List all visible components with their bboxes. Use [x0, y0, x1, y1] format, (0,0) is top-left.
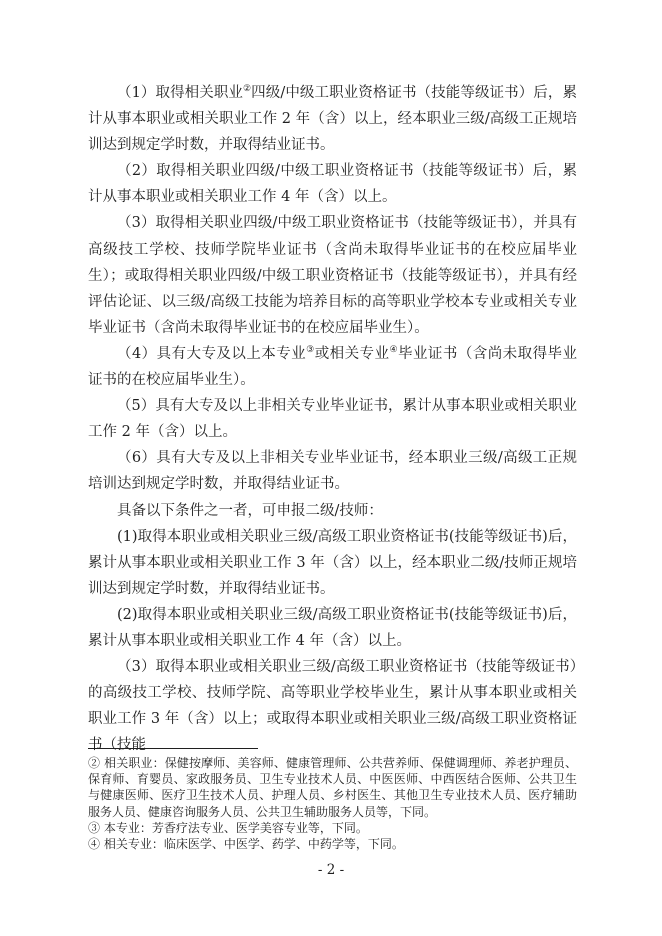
body-paragraph: （4）具有大专及以上本专业③或相关专业④毕业证书（含尚未取得毕业证书的在校应届毕业生）。 [88, 345, 578, 389]
page-number: - 2 - [317, 862, 345, 878]
body-paragraph: （2）取得相关职业四级/中级工职业资格证书（技能等级证书）后，累计从事本职业或相关职业工作 4 年（含）以上。 [88, 163, 577, 206]
body-paragraph: （5）具有大专及以上非相关专业毕业证书，累计从事本职业或相关职业工作 2 年（含）以上。 [88, 398, 577, 441]
footnote-separator [88, 748, 258, 749]
body-text [88, 80, 577, 758]
footnotes [88, 755, 577, 852]
body-paragraph: 具备以下条件之一者，可申报二级/技师： [117, 502, 383, 519]
body-paragraph: (2)取得本职业或相关职业三级/高级工职业资格证书(技能等级证书)后，累计从事本职业或相关职业工作 4 年（含）以上。 [88, 606, 577, 649]
body-paragraph: （3）取得本职业或相关职业三级/高级工职业资格证书（技能等级证书）的高级技工学校、技师学院、高等职业学校毕业生，累计从事本职业或相关职业工作 3 年（含）以上；或取得本职业或相关职业三级/高级工职业资格证书（技能 [88, 659, 577, 754]
body-paragraph: （6）具有大专及以上非相关专业毕业证书，经本职业三级/高级工正规培训达到规定学时数，并取得结业证书。 [88, 450, 577, 493]
body-paragraph: （3）取得相关职业四级/中级工职业资格证书（技能等级证书），并具有高级技工学校、技师学院毕业证书（含尚未取得毕业证书的在校应届毕业生）；或取得相关职业四级/中级工职业资格证书（技能等级证书），并具有经评估论证、以三级/高级工技能为培养目标的高等职业学校本专业或相关专业毕业证书（含尚未取得毕业证书的在校应届毕业生）。 [88, 215, 577, 336]
footnote-item: ③ 本专业：芳香疗法专业、医学美容专业等，下同。 [88, 820, 368, 835]
footnote-item: ② 相关职业：保健按摩师、美容师、健康管理师、公共营养师、保健调理师、养老护理员、保育师、育婴员、家政服务员、卫生专业技术人员、中医医师、中西医结合医师、公共卫生与健康医师、医疗卫生技术人员、护理人员、乡村医生、其他卫生专业技术人员、医疗辅助服务人员、健康咨询服务人员、公共卫生辅助服务人员等，下同。 [88, 756, 577, 819]
footnote-item: ④ 相关专业：临床医学、中医学、药学、中药学等，下同。 [88, 837, 404, 852]
footnote-area [88, 748, 577, 852]
body-paragraph: （1）取得相关职业②四级/中级工职业资格证书（技能等级证书）后，累计从事本职业或相关职业工作 2 年（含）以上，经本职业三级/高级工正规培训达到规定学时数，并取得结业证书。 [88, 84, 577, 154]
body-paragraph: (1)取得本职业或相关职业三级/高级工职业资格证书(技能等级证书)后，累计从事本职业或相关职业工作 3 年（含）以上，经本职业二级/技师正规培训达到规定学时数，并取得结业证书。 [88, 528, 577, 597]
